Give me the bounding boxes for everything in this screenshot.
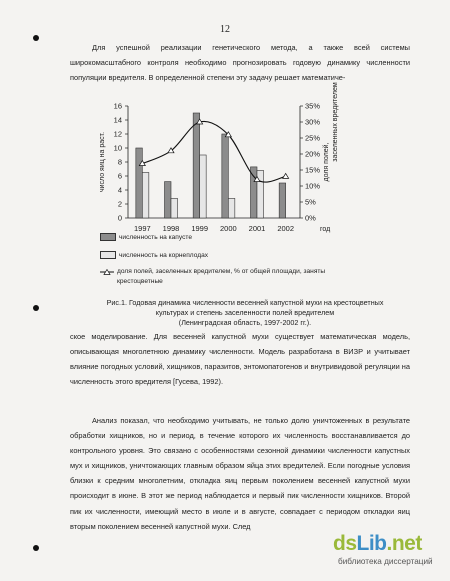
page-number: 12 bbox=[220, 24, 230, 35]
y2-tick-label: 10% bbox=[305, 181, 321, 191]
logo-lib: Lib bbox=[356, 532, 387, 555]
caption-line-2: культурах и степень заселенности полей вредителем bbox=[155, 308, 335, 317]
legend-item-fields bbox=[100, 268, 325, 275]
y2-tick-label: 15% bbox=[305, 165, 321, 175]
bar-cabbage bbox=[165, 182, 172, 218]
bar-roots bbox=[228, 198, 235, 218]
y2-tick-label: 5% bbox=[305, 197, 316, 207]
line-point bbox=[283, 173, 289, 178]
x-tick-label: 2001 bbox=[248, 224, 266, 233]
bar-roots bbox=[200, 155, 207, 218]
scan-dot-middle bbox=[33, 305, 39, 311]
x-tick-label: 1998 bbox=[162, 224, 180, 233]
dslib-subtitle: библиотека диссертаций bbox=[338, 557, 433, 566]
bar-roots bbox=[257, 170, 264, 218]
x-tick-label: 2002 bbox=[277, 224, 295, 233]
bar-cabbage bbox=[251, 167, 258, 218]
legend-label-roots: численность на корнеплодах bbox=[119, 251, 209, 259]
bar-roots bbox=[142, 173, 149, 219]
y-tick-label: 6 bbox=[117, 171, 122, 181]
bar-cabbage bbox=[136, 148, 143, 218]
bar-cabbage bbox=[279, 183, 286, 218]
legend-label-fields: доля полей, заселенных вредителем, % от общей площади, заняты bbox=[117, 268, 326, 275]
y2-tick-label: 25% bbox=[305, 133, 321, 143]
logo-ds: ds bbox=[333, 532, 357, 555]
logo-net: .net bbox=[386, 532, 422, 555]
y-tick-label: 16 bbox=[113, 101, 122, 111]
x-axis-suffix: год bbox=[320, 226, 331, 233]
y2-tick-label: 35% bbox=[305, 101, 321, 111]
legend-item-roots bbox=[100, 251, 208, 259]
y2-axis-title-line1: доля полей, bbox=[323, 142, 330, 182]
scan-dot-bottom bbox=[33, 545, 39, 551]
x-tick-label: 1997 bbox=[133, 224, 151, 233]
y-tick-label: 12 bbox=[113, 129, 122, 139]
y2-axis-title-line2: заселенных вредителем bbox=[332, 82, 339, 162]
legend-label-fields-cont: крестоцветные bbox=[117, 278, 163, 285]
bar-cabbage bbox=[222, 134, 229, 218]
y-axis-title: число яиц на раст. bbox=[99, 131, 106, 193]
legend-line-marker bbox=[100, 269, 114, 275]
x-tick-label: 2000 bbox=[219, 224, 237, 233]
legend-swatch-dark bbox=[100, 233, 116, 241]
caption-line-3: (Ленинградская область, 1997-2002 гг.). bbox=[178, 318, 312, 327]
y-tick-label: 14 bbox=[113, 115, 122, 125]
legend-item-fields-cont bbox=[117, 278, 163, 285]
y2-tick-label: 0% bbox=[305, 213, 316, 223]
y-tick-label: 0 bbox=[117, 213, 122, 223]
legend-item-cabbage bbox=[100, 233, 192, 241]
paragraph-3: Анализ показал, что необходимо учитывать, не только долю уничтоженных в результате обработки хищников, но и период, в течение которого их численность восстанавливается до контрольного уровня. Это связано с особенностями сезонной динамики численности капустных мух и хищников, уничтожающих главным образом яйца этих вредителей. Если погодные условия близки к средним многолетним, откладка яиц первым поколением весенней капустной мухи происходит в июне. В этот же период наблюдается и первый пик численности хищников. Второй пик их численности, имеющий место в июле и в августе, совпадает с периодом откладки яиц вторым поколением весенней капустной мухи. След bbox=[70, 416, 410, 531]
figure-caption bbox=[70, 298, 420, 328]
legend-swatch-light bbox=[100, 251, 116, 259]
bar-roots bbox=[171, 198, 178, 218]
caption-line-1: Рис.1. Годовая динамика численности весенней капустной мухи на крестоцветных bbox=[106, 298, 384, 307]
y-tick-label: 2 bbox=[117, 199, 122, 209]
y2-tick-label: 30% bbox=[305, 117, 321, 127]
y-tick-label: 8 bbox=[117, 157, 122, 167]
legend-label-cabbage: численность на капусте bbox=[119, 233, 193, 241]
y2-tick-label: 20% bbox=[305, 149, 321, 159]
paragraph-2: ское моделирование. Для весенней капустной мухи существует математическая модель, описывающая многолетнюю динамику численности. Модель разработана в ВИЗР и учитывает влияние погодных условий, хищников, паразитов, энтомопатогенов и внутривидовой регуляции на численность этого вредителя [Гусева, 1992). bbox=[70, 332, 410, 387]
y-tick-label: 10 bbox=[113, 143, 122, 153]
y-tick-label: 4 bbox=[117, 185, 122, 195]
bar-cabbage bbox=[193, 113, 200, 218]
dslib-logo bbox=[333, 532, 422, 556]
line-fields-share bbox=[142, 121, 285, 182]
x-tick-label: 1999 bbox=[191, 224, 209, 233]
paragraph-1: Для успешной реализации генетического метода, а также всей системы широкомасштабного контроля необходимо прогнозировать годовую динамику численности популяции вредителя. В определенной степени эту задачу решает математиче- bbox=[70, 43, 410, 83]
